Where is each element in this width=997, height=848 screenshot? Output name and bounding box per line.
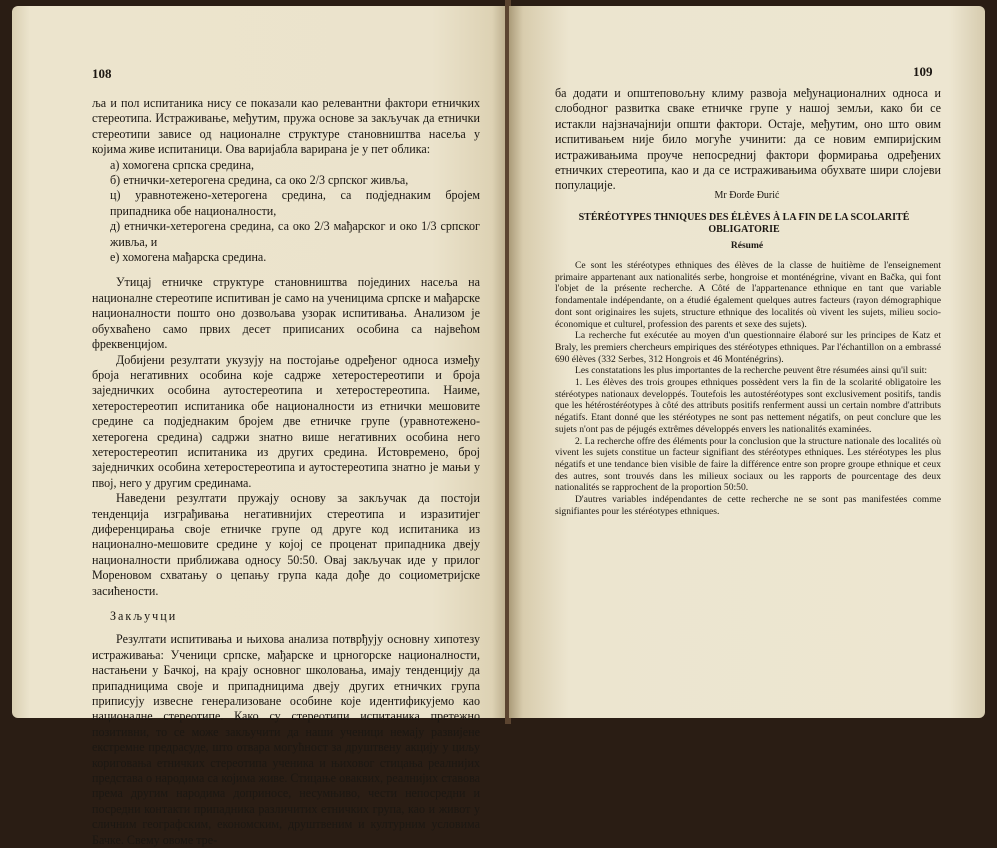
resume-heading: Résumé <box>730 241 764 251</box>
paragraph: Утицај етничке структуре становништва појединих насеља на националне стереотипе испитиван је само на ученицима српске и мађарске националности пошто оно дозвољава узорак испитивања. Анализом је обухваћено само првих десет приписаних особина са највећом фреквенцијом. <box>92 275 480 352</box>
section-heading: Закључци <box>110 609 178 623</box>
paragraph: 1. Les élèves des trois groupes ethniques possèdent vers la fin de la scolarité obligatoire les stéréotypes nationaux developpés. Toutefois les autostéréotypes sont exclusivement positifs, tandis que les hétérostéréotypes à côté des attributs positifs renferment aussi un certain nombre d'attributs négatifs. Etant donné que les stéréotypes ne sont pas nettement négatifs, on peut conclure que les sujets n'ont pas de péjugés extrêmes développés envers les nationalités examinées. <box>555 377 941 435</box>
paragraph: Добијени резултати укузују на постојање одређеног односа између броја негативних особина које садрже хетеростереотипи и броја заједничких особина аутостереотипа и хетеростереотипа. Наиме, хетеростереотип испитаника обе националности из етнички мешовите средине са подједнаким бројем две етничке групе (уравнотежено-хетерогена средина) садржи знатно више негативних особина него хетеростереотип испитаника из других средина. Истовремено, број заједничких особина хетеростереотипа и аутостереотипа знатно је мањи у пвој, него у другим срединама. <box>92 352 480 490</box>
paragraph: Les constatations les plus importantes de la recherche peuvent être résumées ainsi qu'il suit: <box>575 365 928 377</box>
paragraph: Ce sont les stéréotypes ethniques des élèves de la classe de huitième de l'enseignement primaire appartenant aux nationalités serbe, hongroise et monténégrine, vivant en Bačka, qui font l'objet de la présente recherche. A Côté de l'appartenance ethnique en tant que variable fondamentale indépendante, on a étudié également quelques autres facteurs (rayon démographique dont sont originaires les sujets, structure ethnique des localités où vivent les sujets, milieu socio-économique et culturel, profession des parents et sexe des sujets). <box>555 260 941 330</box>
author-name: Mr Đorđe Đurić <box>714 190 780 201</box>
paragraph: D'autres variables indépendantes de cette recherche ne se sont pas manifestées comme signifiantes pour les stéréotypes ethniques. <box>555 494 941 517</box>
list-item: е) хомогена мађарска средина. <box>110 250 267 265</box>
paragraph: Наведени резултати пружају основу за закључак да постоји тенденција изграђивања негативнијих стереотипа и изразитијег диференцирања своје етничке групе од друге код испитаника из национално-мешовите средине у којој се проценат припадника двеју националности приближава односу 50:50. Овај закључак иде у прилог Мореновом схватању о цепању група када дође до социометријске засићености. <box>92 491 480 598</box>
french-summary <box>555 260 941 517</box>
list-item: д) етнички-хетерогена средина, са око 2/3 мађарског и око 1/3 српског живља, и <box>110 219 480 249</box>
right-page <box>509 6 985 718</box>
list-item: ц) уравнотежено-хетерогена средина, са подједнаким бројем припадника обе националности, <box>110 188 480 218</box>
resume-title: STÉRÉOTYPES THNIQUES DES ÉLÈVES À LA FIN DE LA SCOLARITÉ OBLIGATORIE <box>578 212 910 235</box>
list-item: а) хомогена српска средина, <box>110 157 255 172</box>
left-page-body <box>92 96 480 848</box>
left-page-number: 108 <box>92 66 112 81</box>
paragraph: Резултати испитивања и њихова анализа потврђују основну хипотезу истраживања: Ученици српске, мађарске и црногорске националности, настањени у Бачкој, на крају основног школовања, имају тенденцију да припадницима своје и припадницима двеју других етничких група приписују извесне генерализоване особине које идентификујемо као националне стереотипе. Како су стереотипи испитаника претежно позитивни, то се може закључити да наши ученици немају развијене екстремне предрасуде, што отвара могућност за друштвену акцију у циљу кориговања етничких стереотипа ученика и њиховог стицања реалнијих представа о народима са којима живе. Стицање оваквих, реалнијих ставова према другим народима доприносе, несумњиво, чести непосредни и посредни контакти припадника различитих етничких група, као и живот у сличним географским, економским, друштвеним и културним условима Бачке. Свему овоме тре- <box>92 632 480 847</box>
left-page <box>12 6 507 847</box>
list-item: б) етнички-хетерогена средина, са око 2/3 српског живља, <box>110 173 409 188</box>
paragraph: 2. La recherche offre des éléments pour la conclusion que la structure nationale des localités où vivent les sujets constitue un facteur signifiant des stéréotypes ethniques. Les stéréotypes les plus négatifs et une tendance bien visible de faire la différence entre son propre groupe ethnique et ceux des autres, sont trouvés dans les milieux sociaux ou les rapports de pourcentage des deux nationalités se rapprochent de la proportion 50:50. <box>555 435 941 494</box>
paragraph: La recherche fut exécutée au moyen d'un questionnaire élaboré sur les principes de Katz et Braly, les premiers chercheurs empiriques des stéréotypes ethniques. Par l'échantillon on a embrassé 690 élèves (332 Serbes, 312 Hongrois et 46 Monténégrins). <box>555 330 941 365</box>
right-page-number: 109 <box>913 64 933 79</box>
paragraph: ља и пол испитаника нису се показали као релевантни фактори етничких стереотипа. Истраживање, међутим, пружа основе за закључак да етнички стереотипи зависе од националне структуре становништва насеља у којима живе испитаници. Ова варијабла варирана је у пет облика: <box>92 96 480 157</box>
right-page-top-paragraph: ба додати и општеповољну климу развоја међунационалних односа и слободног развитка сваке етничке групе у нашој земљи, како би се истакли најзначајнији општи фактори. Остаје, међутим, оно што овим испитивањем није било могуће учинити: да се новим емпиријским истраживањима проуче непосредниј фактори формирања одређених етничких стереотипа, као и да се истраживањима обухвате шири слојеви популације. <box>555 86 941 193</box>
